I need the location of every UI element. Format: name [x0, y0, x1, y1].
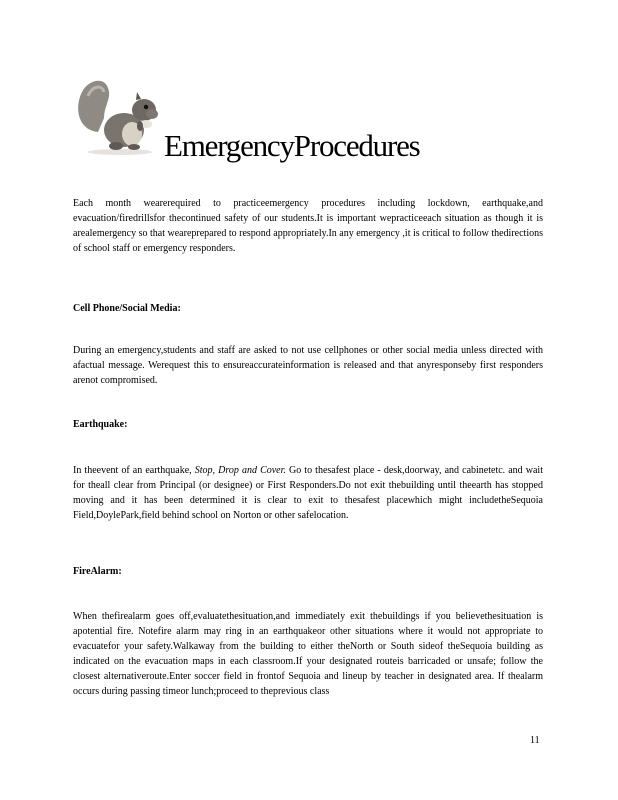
fire-alarm-heading: FireAlarm:	[73, 566, 122, 577]
intro-paragraph: Each month wearerequired to practiceemergency procedures including lockdown, earthquake,and evacuation/firedrillsfor thecontinued safety of our students.It is important wepracticeeach situation as though it is arealemergency so that weareprepared to respond appropriately.In any emergency ,it is critical to follow thedirections of school staff or emergency responders.	[73, 198, 543, 254]
earthquake-text-end: Go to thesafest place - desk,doorway, and cabinetetc. and wait for theall clear from Principal (or designee) or First Responders.Do not exit thebuilding until theearth has stopped moving and it has been determined it is clear to exit to thesafest placewhich might includetheSequoia Field,DoylePark,field behind school on Norton or other safelocation.	[73, 465, 543, 521]
fire-alarm-paragraph: When thefirealarm goes off,evaluatethesituation,and immediately exit thebuildings if you believethesituation is apotential fire. Notefire alarm may ring in an earthquakeor other situations where it would not appropriate to evacuatefor your safety.Walkaway from the building to either theNorth or South sideof theSequoia building as indicated on the evacuation maps in each classroom.If your designated routeis barricaded or unsafe; follow the closest alternativeroute.Enter soccer field in frontof Sequoia and lineup by teacher in designated area. If thealarm occurs during passing timeor lunch;proceed to theprevious class	[73, 611, 543, 697]
cell-phone-heading: Cell Phone/Social Media:	[73, 303, 181, 314]
squirrel-icon	[74, 72, 166, 156]
earthquake-emphasis: Stop, Drop and Cover.	[194, 465, 286, 476]
earthquake-text-start: In theevent of an earthquake,	[73, 465, 195, 476]
page-title: EmergencyProcedures	[164, 128, 420, 163]
page-number: 11	[530, 735, 540, 746]
earthquake-heading: Earthquake:	[73, 419, 128, 430]
cell-phone-paragraph: During an emergency,students and staff are asked to not use cellphones or other social media unless directed with afactual message. Werequest this to ensureaccurateinformation is released and that anyresponseby first responders arenot compromised.	[73, 345, 543, 386]
earthquake-paragraph	[73, 463, 543, 523]
